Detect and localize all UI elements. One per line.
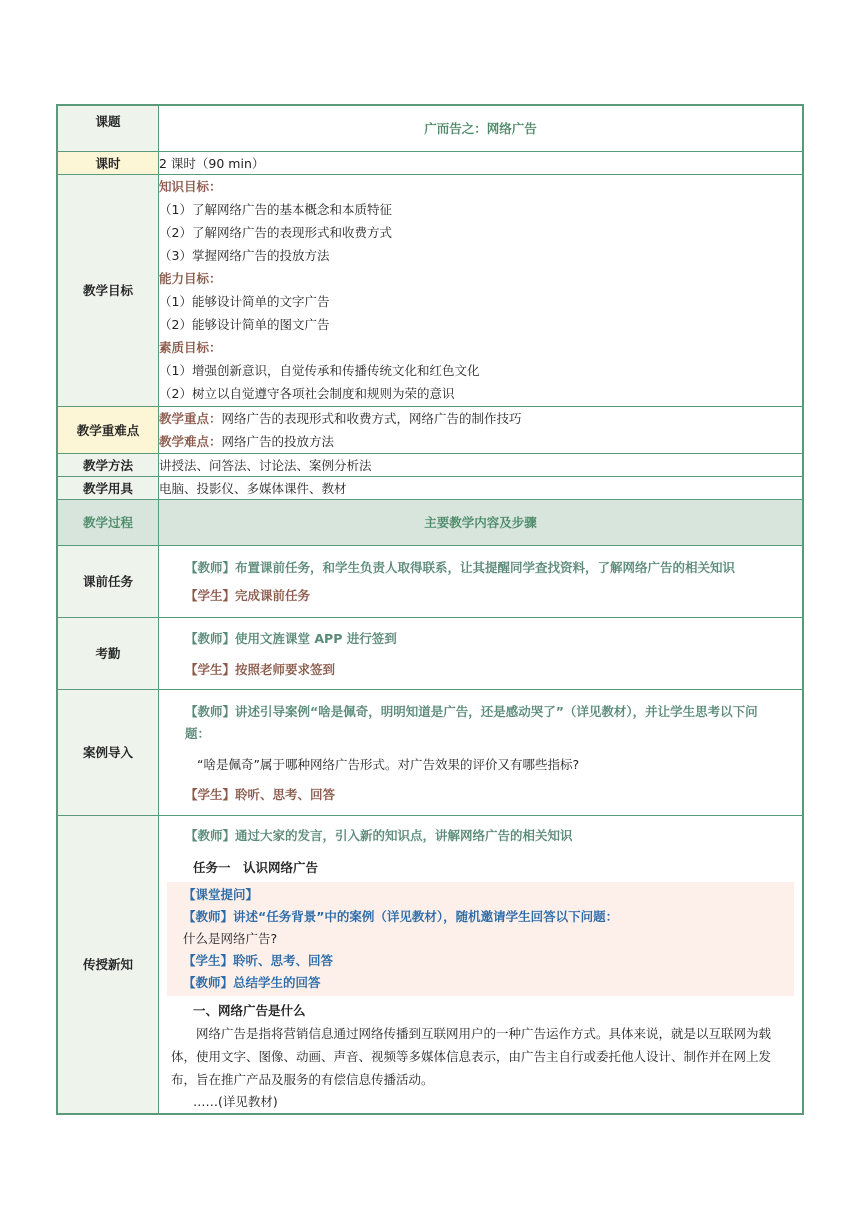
pre-task-student: 【学生】完成课前任务 (185, 588, 311, 603)
nk-paragraph: 网络广告是指将营销信息通过网络传播到互联网用户的一种广告运作方式。具体来说，就是以互联网为载体，使用文字、图像、动画、声音、视频等多媒体信息表示，由广告主自行或委托他人设计、制作并在网上发布，旨在推广产品及服务的有偿信息传播活动。 (171, 1025, 772, 1087)
nk-more: ……(详见教材) (193, 1093, 278, 1109)
knowledge-item: （2）了解网络广告的表现形式和收费方式 (159, 225, 392, 240)
tools-value: 电脑、投影仪、多媒体课件、教材 (159, 476, 804, 499)
pre-task-label: 课前任务 (57, 545, 159, 617)
pre-task-teacher: 【教师】布置课前任务，和学生负责人取得联系，让其提醒同学查找资料，了解网络广告的相关知识 (185, 560, 736, 575)
hours-value (159, 151, 804, 174)
case-student: 【学生】聆听、思考、回答 (185, 787, 336, 802)
nk-section-title: 一、网络广告是什么 (193, 1002, 306, 1018)
case-intro-label: 案例导入 (57, 689, 159, 815)
knowledge-item: （1）了解网络广告的基本概念和本质特征 (159, 202, 392, 217)
attendance-teacher: 【教师】使用文旌课堂 APP 进行签到 (185, 630, 397, 646)
nk-highlight-box (167, 882, 794, 996)
new-knowledge-content (159, 815, 804, 1114)
lesson-plan-table (56, 104, 804, 1115)
ability-item: （1）能够设计简单的文字广告 (159, 294, 330, 309)
attendance-student: 【学生】按照老师要求签到 (185, 661, 336, 677)
new-knowledge-label: 传授新知 (57, 815, 159, 1114)
case-teacher-line1: 【教师】讲述引导案例“啥是佩奇，明明知道是广告，还是感动哭了”（详见教材），并让学生思考以下问 (185, 704, 758, 719)
quality-title: 素质目标： (159, 340, 222, 355)
focus-tag: 教学重点： (159, 410, 222, 426)
attendance-label: 考勤 (57, 617, 159, 689)
nk-teacher-summary: 【教师】总结学生的回答 (183, 974, 321, 990)
pre-task-content (159, 545, 804, 617)
nk-class-question: 【课堂提问】 (183, 886, 259, 902)
key-points-content (159, 406, 804, 453)
nk-teacher-intro: 【教师】通过大家的发言，引入新的知识点，讲解网络广告的相关知识 (185, 827, 573, 843)
methods-label: 教学方法 (57, 453, 159, 476)
lesson-plan-page (56, 104, 804, 1115)
key-points-label: 教学重难点 (57, 406, 159, 453)
nk-question: 什么是网络广告? (183, 930, 278, 946)
ability-title: 能力目标： (159, 271, 222, 286)
difficulty-tag: 教学难点： (159, 433, 222, 449)
hours-label: 课时 (57, 151, 159, 174)
process-right-header: 主要教学内容及步骤 (159, 499, 804, 545)
difficulty-text: 网络广告的投放方法 (221, 433, 335, 449)
case-teacher-line2: 题： (185, 726, 211, 741)
methods-value: 讲授法、问答法、讨论法、案例分析法 (159, 453, 804, 476)
objectives-label: 教学目标 (57, 174, 159, 406)
focus-text: 网络广告的表现形式和收费方式，网络广告的制作技巧 (221, 410, 522, 426)
knowledge-title: 知识目标： (159, 179, 222, 194)
ability-item: （2）能够设计简单的图文广告 (159, 317, 330, 332)
process-left-header: 教学过程 (57, 499, 159, 545)
knowledge-item: （3）掌握网络广告的投放方法 (159, 248, 330, 263)
case-intro-content (159, 689, 804, 815)
attendance-content (159, 617, 804, 689)
nk-teacher-story: 【教师】讲述“任务背景”中的案例（详见教材），随机邀请学生回答以下问题： (183, 908, 619, 924)
lesson-title: 广而告之：网络广告 (159, 105, 804, 151)
topic-label: 课题 (57, 105, 159, 151)
case-question: “啥是佩奇”属于哪种网络广告形式。对广告效果的评价又有哪些指标? (197, 757, 580, 772)
nk-student: 【学生】聆听、思考、回答 (183, 952, 334, 968)
quality-item: （1）增强创新意识，自觉传承和传播传统文化和红色文化 (159, 363, 480, 378)
hours-text: 2 课时（90 min） (159, 155, 265, 171)
tools-label: 教学用具 (57, 476, 159, 499)
quality-item: （2）树立以自觉遵守各项社会制度和规则为荣的意识 (159, 386, 455, 401)
nk-task-title: 任务一 认识网络广告 (193, 859, 319, 875)
objectives-content (159, 174, 804, 406)
